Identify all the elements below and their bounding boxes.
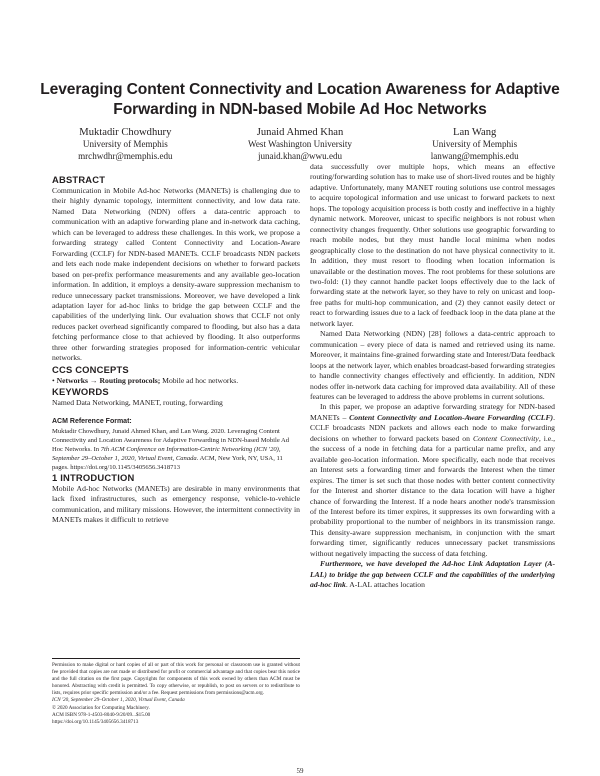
right-paragraph-1: data successfully over multiple hops, which means an effective routing/forwarding solution has to make use of short-lived routes and be highly adaptive. Unfortunately, many MANET routing solutions use control messages to acquire topological information and use unicast to forward packets to next hops. The topology acquisition process is both costly and ineffective in a highly dynamic network. Moreover, unicast to specific neighbors is not robust when connectivity changes frequently. Other solutions use geographic forwarding to reach mobile nodes, but they must handle local minima when nodes geographically close to the destination do not have physical connectivity to it. In addition, they must resort to flooding when location information is unavailable or the destination moves. The root problems for these solutions are two-fold: (1) they cannot handle packet loops effectively due to the lack of forwarding state at the network layer, so they have to rely on unicast and loop-free paths for multi-hop communication, and (2) they cannot easily detect or react to forwarding issues due to a lack of feedback loop in the data plane at the network layer. xyxy=(310,162,555,328)
author-affiliation: University of Memphis xyxy=(82,139,168,149)
right-paragraph-4 xyxy=(310,559,555,590)
author-name: Junaid Ahmed Khan xyxy=(256,127,344,138)
author-affiliation: University of Memphis xyxy=(432,139,518,149)
right-column xyxy=(310,162,555,591)
right-p3-b: . CCLF broadcasts NDN packets and allows each node to make forwarding decisions on whether to forward packets based on xyxy=(310,412,556,443)
right-p3-a: In this paper, we propose an adaptive forwarding strategy for NDN-based MANETs – xyxy=(310,402,555,422)
right-paragraph-2: Named Data Networking (NDN) [28] follows a data-centric approach to communication – every piece of data is named and retrieved using its name. Moreover, it maintains fine-grained forwarding state and Interest/Data feedback loops at the network layer, which enables broadcast-based forwarding strategies to handle connectivity changes effectively and efficiently. In addition, NDN nodes offer in-network data caching for improved data availability. All of these features can be leveraged to address the above problems in current solutions. xyxy=(310,329,555,401)
ccs-item xyxy=(52,376,300,386)
author-email: mrchwdhr@memphis.edu xyxy=(78,150,173,161)
right-p4-alal: Furthermore, we have developed the Ad-hoc Link Adaptation Layer (A-LAL) to bridge the gap between CCLF and the capabilities of the underlying ad-hoc link xyxy=(310,559,555,590)
permission-footnote xyxy=(52,658,300,726)
right-p3-cclf: Content Connectivity and Location-Aware Forwarding (CCLF) xyxy=(349,412,554,422)
paper-title: Leveraging Content Connectivity and Location Awareness for Adaptive Forwarding in NDN-based Mobile Ad Hoc Networks xyxy=(40,81,560,118)
right-p4-b: . A-LAL attaches location xyxy=(345,580,425,590)
ccs-heading: CCS CONCEPTS xyxy=(52,363,129,375)
acm-reference-venue: 7th ACM Conference on Information-Centric Networking (ICN '20), September 29–October 1, 2020, Virtual Event, Canada. xyxy=(52,445,281,462)
keywords-heading: KEYWORDS xyxy=(52,386,109,398)
acm-reference-text-b: ACM, New York, NY, USA, 11 pages. https://doi.org/10.1145/3405656.3418713 xyxy=(52,454,283,471)
author-name: Muktadir Chowdhury xyxy=(79,127,172,138)
permission-text: Permission to make digital or hard copies of all or part of this work for personal or classroom use is granted without fee provided that copies are not made or distributed for profit or commercial advantage and that copies bear this notice and the full citation on the first page. Copyrights for components of this work owned by others than ACM must be honored. Abstracting with credit is permitted. To copy otherwise, or republish, to post on servers or to redistribute to lists, requires prior specific permission and/or a fee. Request permissions from permissions@acm.org. xyxy=(52,662,300,697)
acm-reference-text-a: Muktadir Chowdhury, Junaid Ahmed Khan, and Lan Wang. 2020. Leveraging Content Connectivity and Location Awareness for Adaptive Forwarding in NDN-based Mobile Ad Hoc Networks. In xyxy=(52,427,290,453)
author-2 xyxy=(213,126,388,162)
acm-reference-text xyxy=(52,427,300,472)
ccs-item-rest: Mobile ad hoc networks. xyxy=(160,375,239,385)
author-email: lanwang@memphis.edu xyxy=(430,150,519,161)
keywords-text: Named Data Networking, MANET, routing, forwarding xyxy=(52,398,223,408)
page-number: 59 xyxy=(296,767,304,775)
abstract-text: Communication in Mobile Ad-hoc Networks (MANETs) is challenging due to their highly dynamic topology, intermittent connectivity, and low data rate. Named Data Networking (NDN) offers a data-centric approach to communication with an adaptive forwarding plane and in-network data caching, which can be leveraged to address these challenges. In this work, we propose a forwarding strategy called Content Connectivity and Location-Aware Forwarding (CCLF) for NDN-based MANETs. CCLF broadcasts NDN packets and lets each node make independent decisions on whether to forward packets based on per-prefix performance measurements and any available geo-location information. In addition, it employs a density-aware suppression mechanism to reduce unnecessary packet transmissions. Moreover, we have developed a link adaptation layer for ad-hoc links to bridge the gap between CCLF and the capabilities of the underlying link. Our evaluation shows that CCLF not only reduces packet overhead significantly compared to flooding, but also has a data fetching performance close to that achieved by flooding. It also outperforms three other forwarding strategies proposed for information-centric vehicular networks. xyxy=(52,186,300,363)
footnote-venue: ICN '20, September 29–October 1, 2020, Virtual Event, Canada xyxy=(52,697,185,704)
author-1 xyxy=(38,126,213,162)
right-p3-c: , i.e., the success of a node in fetching data for a particular name prefix, and any available geo-location information. More specifically, each node that receives an Interest sets a forwarding timer and forwards the Interest when the timer expires. The timer is set such that those nodes with better content connectivity for the Interest and shorter distance to the data location will have a higher chance of forwarding the Interest. If a node hears another node's transmission of the Interest before its timer expires, it suppresses its own forwarding with a probability proportional to the number of neighbors in its transmission range. This density-aware suppression mechanism, in conjunction with the smart forwarding timer, significantly reduces unnecessary packet transmissions without negatively impacting the success of data fetching. xyxy=(310,433,555,558)
author-3 xyxy=(387,126,562,162)
footnote-copyright: © 2020 Association for Computing Machinery. xyxy=(52,704,150,711)
author-name: Lan Wang xyxy=(452,127,497,138)
author-affiliation: West Washington University xyxy=(248,139,352,149)
introduction-heading: 1 INTRODUCTION xyxy=(52,471,135,483)
left-column xyxy=(52,174,300,525)
introduction-text: Mobile Ad-hoc Networks (MANETs) are desirable in many environments that lack fixed infrastructures, such as emergency response, vehicle-to-vehicle communication, and military missions. However, the intermittent connectivity in MANETs makes it difficult to retrieve xyxy=(52,483,300,524)
right-paragraph-3 xyxy=(310,402,555,559)
acm-reference-label: ACM Reference Format: xyxy=(52,417,132,425)
ccs-item-bold: Networks → Routing protocols; xyxy=(56,375,161,385)
ccs-bullet: • xyxy=(52,375,55,385)
author-block xyxy=(38,126,562,162)
footnote-doi: https://doi.org/10.1145/3405656.3418713 xyxy=(52,718,139,725)
author-email: junaid.khan@wwu.edu xyxy=(257,150,343,161)
footnote-isbn: ACM ISBN 978-1-4503-8040-9/20/09...$15.00 xyxy=(52,711,151,718)
right-p3-content-connectivity: Content Connectivity xyxy=(472,433,539,443)
abstract-heading: ABSTRACT xyxy=(52,174,106,185)
